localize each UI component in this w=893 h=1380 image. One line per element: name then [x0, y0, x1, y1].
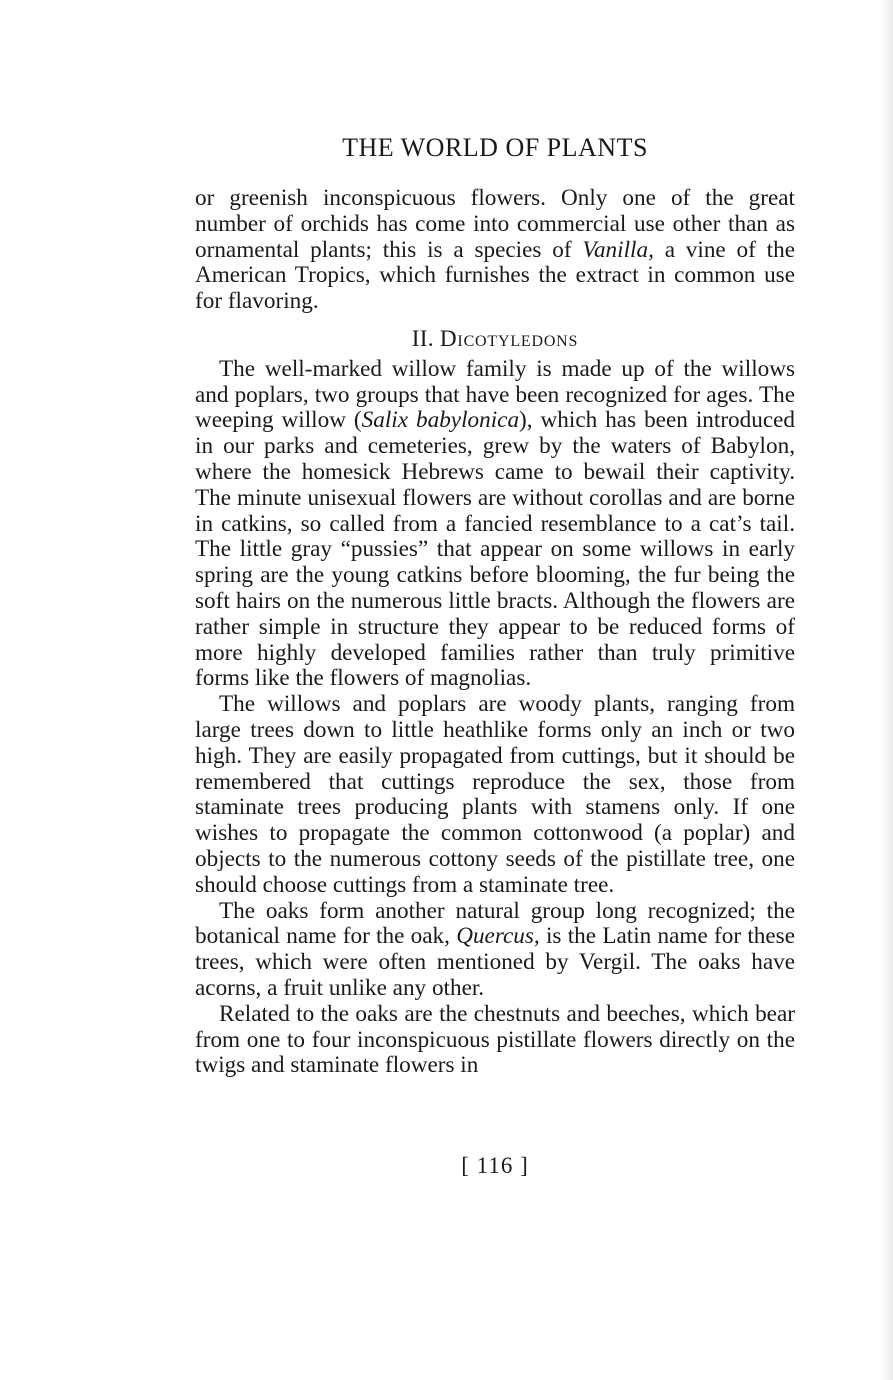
- paragraph-oaks: [195, 899, 795, 1002]
- body-text: [195, 186, 795, 1079]
- paragraph-willows-poplars: The willows and poplars are woody plants, ranging from large trees down to little heathlike forms only an inch or two high. They are easily propagated from cuttings, but it should be remembered that cuttings reproduce the sex, those from staminate trees producing plants with stamens only. If one wishes to propagate the common cottonwood (a poplar) and objects to the numerous cottony seeds of the pistillate tree, one should choose cuttings from a staminate tree.: [195, 691, 795, 898]
- italic-term-salix: Salix babylonica: [361, 407, 520, 434]
- italic-term-quercus: Quercus,: [456, 923, 540, 950]
- paragraph-willow-family: [195, 357, 795, 692]
- section-number: II.: [411, 325, 434, 352]
- paragraph-chestnuts: Related to the oaks are the chestnuts and beeches, which bear from one to four inconspicuous pistillate flowers directly on the twigs and staminate flowers in: [195, 1000, 795, 1079]
- paragraph-continued: [195, 186, 795, 315]
- paragraph-text: is the Latin name for these trees, which were often mentioned by Vergil. The oaks have acorns, a fruit unlike any other.: [195, 923, 795, 1001]
- page-edge-shadow: [879, 0, 893, 1380]
- italic-term-vanilla: Vanilla,: [582, 236, 654, 263]
- running-title: THE WORLD OF PLANTS: [342, 133, 648, 162]
- section-title: Dicotyledons: [439, 325, 579, 352]
- paragraph-text: a vine of the American Tropics, which furnishes the extract in common use for flavoring.: [195, 236, 795, 315]
- paragraph-text: or greenish inconspicuous flowers. Only one of the great number of orchids has come into commercial use other than as ornamental plants; this is a species of: [195, 185, 795, 263]
- paragraph-text: The well-marked willow family is made up of the willows and poplars, two groups that have been recognized for ages. The weeping willow (: [195, 355, 795, 434]
- section-heading: [195, 327, 795, 353]
- paragraph-text: ), which has been introduced in our parks and cemeteries, grew by the waters of Babylon, where the homesick Hebrews came to bewail their captivity. The minute unisexual flowers are without corollas and are borne in catkins, so called from a fancied resemblance to a cat’s tail. The little gray “pussies” that appear on some willows in early spring are the young catkins before blooming, the fur being the soft hairs on the numerous little bracts. Although the flowers are rather simple in structure they appear to be reduced forms of more highly developed families rather than truly primitive forms like the flowers of magnolias.: [195, 407, 795, 692]
- paragraph-text: The oaks form another natural group long recognized; the botanical name for the oak,: [195, 897, 795, 950]
- page-number: [ 116 ]: [461, 1153, 529, 1178]
